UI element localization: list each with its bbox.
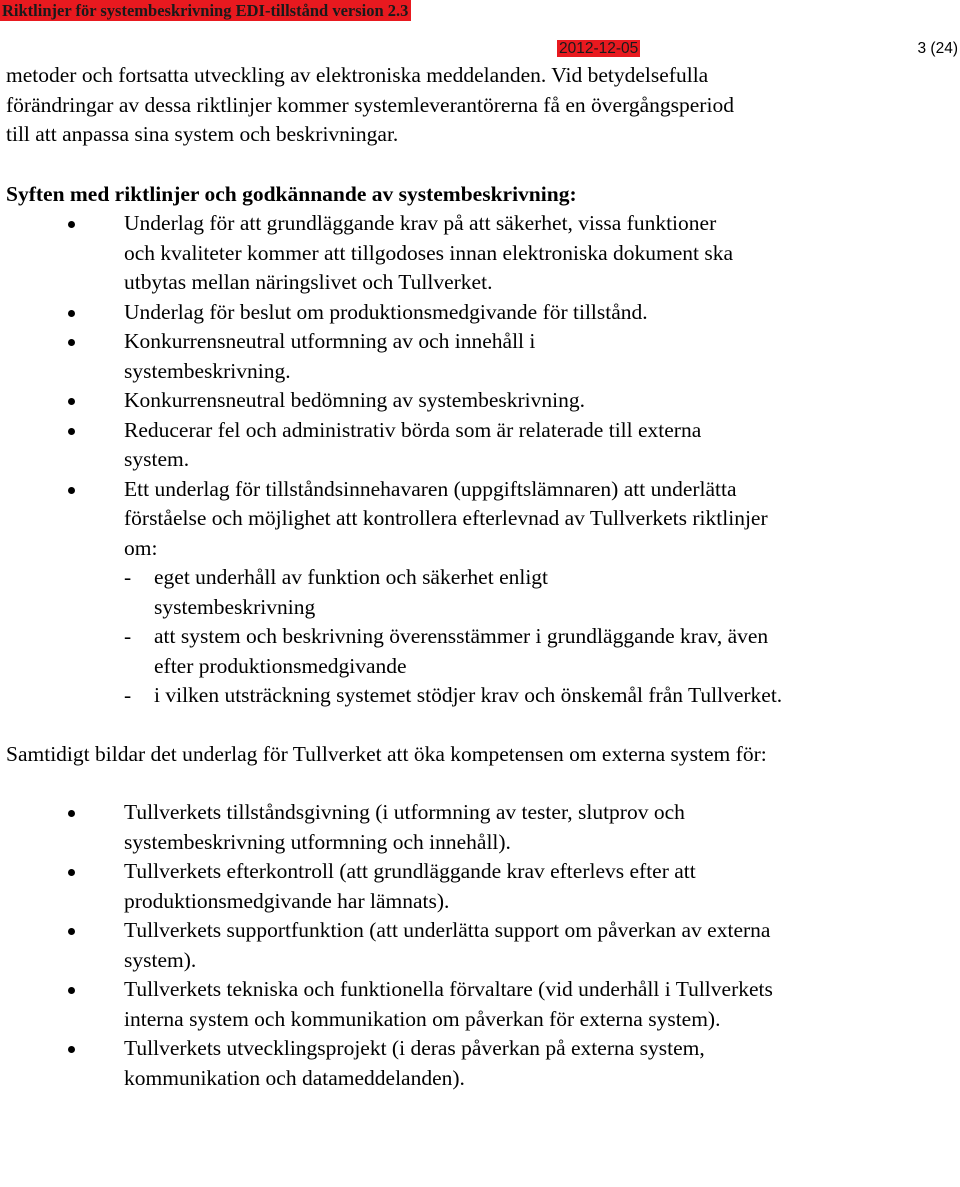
bullet-icon: [68, 987, 75, 994]
sub-list-item-text: att system och beskrivning överensstämmer i grundläggande krav, även efter produktionsmedgivande: [154, 624, 769, 678]
dash-marker: -: [124, 624, 132, 648]
list-item: [6, 298, 784, 328]
bullet-icon: [68, 428, 75, 435]
bullet-icon: [68, 487, 75, 494]
document-title: Riktlinjer för systembeskrivning EDI-tillstånd version 2.3: [0, 0, 411, 21]
list-item-text: Ett underlag för tillståndsinnehavaren (uppgiftslämnaren) att underlätta förståelse och möjlighet att kontrollera efterlevnad av Tullverkets riktlinjer om:: [124, 476, 768, 560]
competence-list: [6, 798, 951, 1093]
bullet-icon: [68, 339, 75, 346]
list-item: [6, 327, 664, 386]
list-item-text: Tullverkets utvecklingsprojekt (i deras påverkan på externa system, kommunikation och datameddelanden).: [124, 1036, 705, 1090]
sub-list: [124, 563, 784, 711]
bullet-icon: [68, 221, 75, 228]
list-item-text: Tullverkets tillståndsgivning (i utformning av tester, slutprov och systembeskrivning utformning och innehåll).: [124, 800, 685, 854]
sub-list-item: [124, 681, 794, 711]
sub-list-item-text: i vilken utsträckning systemet stödjer krav och önskemål från Tullverket.: [154, 683, 783, 707]
list-item-text: Tullverkets supportfunktion (att underlätta support om påverkan av externa system).: [124, 918, 771, 972]
list-item: [6, 416, 744, 475]
list-item-text: Reducerar fel och administrativ börda som är relaterade till externa system.: [124, 417, 702, 471]
intro-paragraph: metoder och fortsatta utveckling av elektroniska meddelanden. Vid betydelsefulla förändringar av dessa riktlinjer kommer systemleverantörerna få en övergångsperiod till att anpassa sina system och beskrivningar.: [6, 63, 734, 146]
list-item: [6, 857, 784, 916]
list-item-text: Konkurrensneutral utformning av och innehåll i systembeskrivning.: [124, 329, 536, 383]
dash-marker: -: [124, 683, 132, 707]
bullet-icon: [68, 310, 75, 317]
sub-list-item-text: eget underhåll av funktion och säkerhet enligt systembeskrivning: [154, 565, 549, 619]
bullet-icon: [68, 869, 75, 876]
competence-paragraph: Samtidigt bildar det underlag för Tullverket att öka kompetensen om externa system för:: [6, 741, 767, 766]
list-item: [6, 386, 784, 416]
list-item: [6, 1034, 744, 1093]
list-item: [6, 975, 784, 1034]
purpose-heading: Syften med riktlinjer och godkännande av systembeskrivning:: [6, 181, 577, 206]
list-item: [6, 798, 804, 857]
dash-marker: -: [124, 565, 132, 589]
sub-list-item: [124, 563, 634, 622]
page-number: 3 (24): [917, 40, 958, 57]
list-item-text: Underlag för att grundläggande krav på att säkerhet, vissa funktioner och kvaliteter kommer att tillgodoses innan elektroniska dokument ska utbytas mellan näringslivet och Tullverket.: [124, 211, 734, 294]
list-item-text: Konkurrensneutral bedömning av systembeskrivning.: [124, 388, 585, 412]
list-item-text: Tullverkets tekniska och funktionella förvaltare (vid underhåll i Tullverkets interna system och kommunikation om påverkan för externa system).: [124, 977, 773, 1031]
list-item-text: Tullverkets efterkontroll (att grundläggande krav efterlevs efter att produktionsmedgivande har lämnats).: [124, 859, 696, 913]
sub-list-item: [124, 622, 784, 681]
bullet-icon: [68, 1046, 75, 1053]
list-item-text: Underlag för beslut om produktionsmedgivande för tillstånd.: [124, 299, 648, 324]
list-item: [6, 916, 794, 975]
bullet-icon: [68, 810, 75, 817]
document-body: [6, 61, 951, 1093]
bullet-icon: [68, 398, 75, 405]
list-item: [6, 209, 734, 298]
bullet-icon: [68, 928, 75, 935]
document-date: 2012-12-05: [559, 40, 639, 57]
list-item: [6, 475, 784, 711]
purpose-list: [6, 209, 951, 711]
